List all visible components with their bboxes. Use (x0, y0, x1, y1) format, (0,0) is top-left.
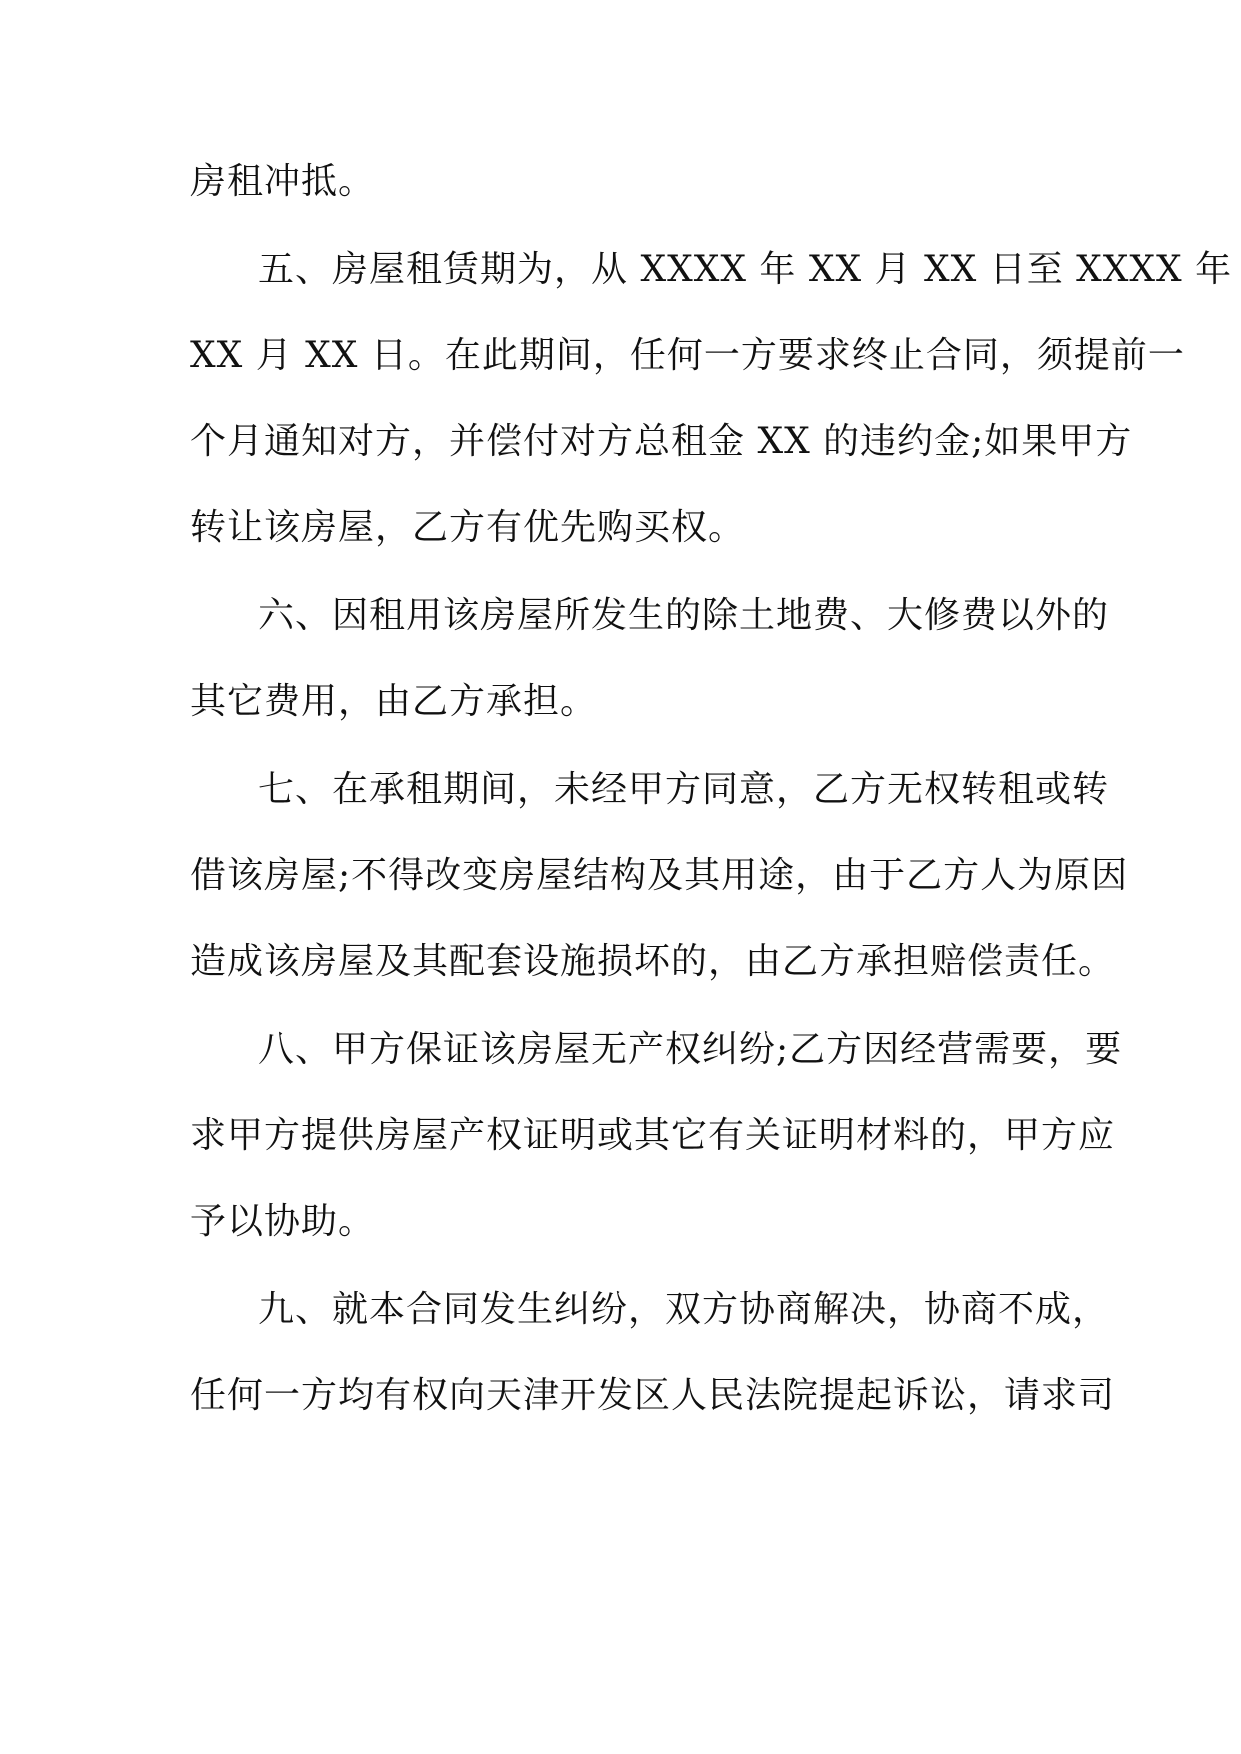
text-line: 个月通知对方，并偿付对方总租金 XX 的违约金;如果甲方 (190, 421, 1133, 462)
text-line: 求甲方提供房屋产权证明或其它有关证明材料的，甲方应 (190, 1115, 1116, 1156)
text-line: 予以协助。 (190, 1201, 376, 1242)
clause-8-heading-line: 八、甲方保证该房屋无产权纠纷;乙方因经营需要，要 (258, 1029, 1123, 1070)
text-line: 造成该房屋及其配套设施损坏的，由乙方承担赔偿责任。 (190, 941, 1116, 982)
clause-7-heading-line: 七、在承租期间，未经甲方同意，乙方无权转租或转 (258, 769, 1110, 810)
text-line: 转让该房屋，乙方有优先购买权。 (190, 507, 746, 548)
clause-6-heading-line: 六、因租用该房屋所发生的除土地费、大修费以外的 (258, 595, 1110, 636)
text-line: 任何一方均有权向天津开发区人民法院提起诉讼，请求司 (190, 1375, 1116, 1416)
clause-5-heading-line: 五、房屋租赁期为，从 XXXX 年 XX 月 XX 日至 XXXX 年 (258, 249, 1233, 290)
text-line: 其它费用，由乙方承担。 (190, 681, 598, 722)
text-line: 借该房屋;不得改变房屋结构及其用途，由于乙方人为原因 (190, 855, 1129, 896)
clause-9-heading-line: 九、就本合同发生纠纷，双方协商解决，协商不成， (258, 1289, 1110, 1330)
text-line: XX 月 XX 日。在此期间，任何一方要求终止合同，须提前一 (190, 335, 1185, 376)
text-line: 房租冲抵。 (190, 161, 376, 202)
